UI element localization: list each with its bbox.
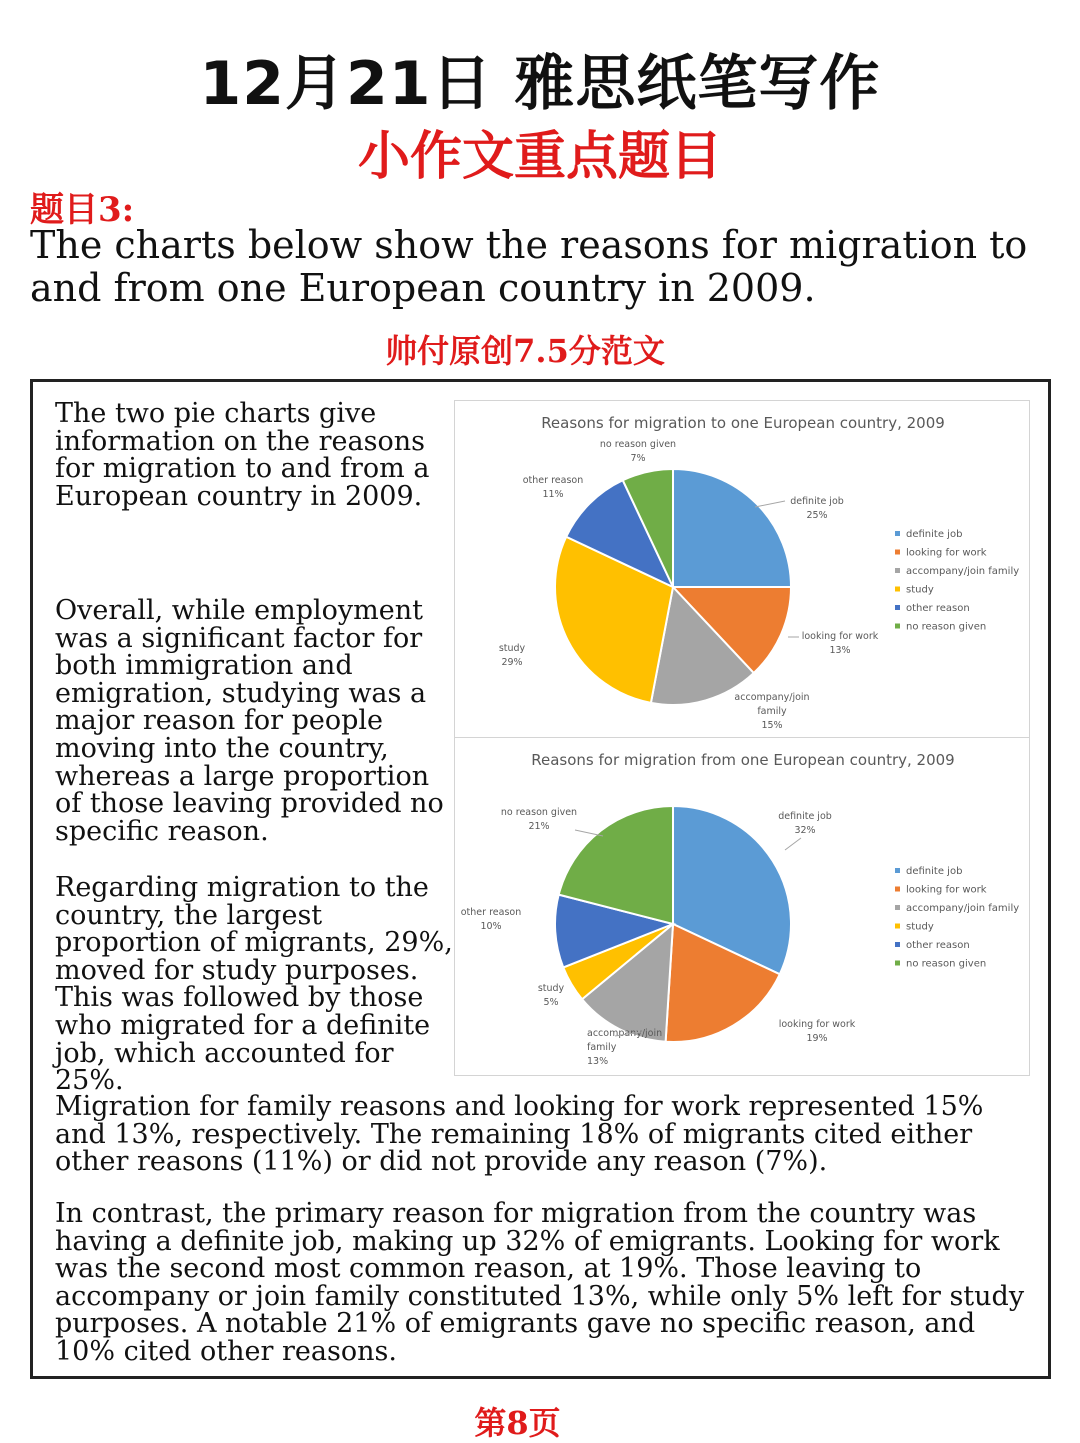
data-label: other reason 10% — [460, 907, 522, 932]
legend-swatch — [895, 531, 900, 536]
legend-swatch — [895, 905, 900, 910]
data-label: other reason 11% — [522, 475, 584, 500]
legend-swatch — [895, 568, 900, 573]
pie-chart-emigration-panel — [454, 737, 1030, 1076]
data-label: definite job 25% — [790, 496, 844, 521]
essay-paragraph-body2: In contrast, the primary reason for migration from the country was having a definite job, making up 32% of emigrants. Looking for work was the second most common reason, at 19%. Those leaving to accompany or join family constituted 13%, while only 5% left for study purposes. A notable 21% of emigrants gave no specific reason, and 10% cited other reasons. — [55, 1198, 1025, 1367]
legend-item: accompany/join family — [906, 903, 1020, 914]
page-number: 第8页 — [474, 1404, 561, 1442]
legend-item: no reason given — [906, 621, 987, 633]
page-subtitle: 小作文重点题目 — [357, 126, 722, 187]
leader-line — [785, 838, 801, 850]
question-label: 题目3: — [30, 190, 135, 230]
data-label: accompany/join family 13% — [587, 1028, 663, 1067]
legend-swatch — [895, 887, 900, 892]
pie-chart-immigration-panel — [454, 400, 1030, 739]
pie-chart-emigration — [455, 738, 1031, 1077]
legend-item: looking for work — [906, 884, 987, 896]
data-label: no reason given 21% — [500, 807, 578, 832]
legend-item: definite job — [906, 529, 963, 540]
legend-item: other reason — [906, 940, 970, 951]
chart-title: Reasons for migration to one European country, 2009 — [541, 414, 945, 432]
essay-paragraph-intro: The two pie charts give information on the reasons for migration to and from a European country in 2009. — [55, 398, 430, 512]
legend-item: accompany/join family — [906, 566, 1020, 577]
data-label: looking for work 19% — [778, 1019, 856, 1044]
pie-slice-definite-job — [673, 469, 791, 587]
legend-swatch — [895, 961, 900, 966]
legend-swatch — [895, 587, 900, 592]
leader-line — [755, 501, 785, 507]
legend-swatch — [895, 942, 900, 947]
data-label: study 29% — [498, 643, 526, 668]
pie-chart-immigration — [455, 401, 1031, 740]
essay-paragraph-body1: Regarding migration to the country, the largest proportion of migrants, 29%, moved for study purposes. This was followed by those who migrated for a definite job, which accounted for 25%. — [55, 872, 453, 1097]
legend-item: no reason given — [906, 958, 987, 970]
data-label: definite job 32% — [778, 811, 832, 836]
chart-title: Reasons for migration from one European country, 2009 — [531, 751, 955, 769]
question-text: The charts below show the reasons for migration to and from one European country in 2009. — [30, 223, 1028, 310]
author-note: 帅付原创7.5分范文 — [385, 332, 665, 370]
essay-box — [30, 379, 1051, 1379]
legend-item: looking for work — [906, 547, 987, 559]
legend-item: other reason — [906, 603, 970, 614]
legend-item: study — [906, 584, 934, 596]
essay-paragraph-body1-continued: Migration for family reasons and looking for work represented 15% and 13%, respectively. The remaining 18% of migrants cited either other reasons (11%) or did not provide any reason (7%). — [55, 1091, 984, 1178]
page-title: 12月21日 雅思纸笔写作 — [199, 49, 881, 119]
legend-swatch — [895, 550, 900, 555]
legend-swatch — [895, 868, 900, 873]
legend-item: study — [906, 921, 934, 933]
legend-swatch — [895, 605, 900, 610]
essay-paragraph-overview: Overall, while employment was a significant factor for both immigration and emigration, studying was a major reason for people moving into the country, whereas a large proportion of those leaving provided no specific reason. — [55, 595, 444, 847]
data-label: no reason given 7% — [599, 439, 677, 464]
legend-swatch — [895, 624, 900, 629]
data-label: accompany/join family 15% — [734, 692, 810, 731]
legend-item: definite job — [906, 866, 963, 877]
data-label: looking for work 13% — [801, 631, 879, 656]
data-label: study 5% — [537, 983, 565, 1008]
legend-swatch — [895, 924, 900, 929]
